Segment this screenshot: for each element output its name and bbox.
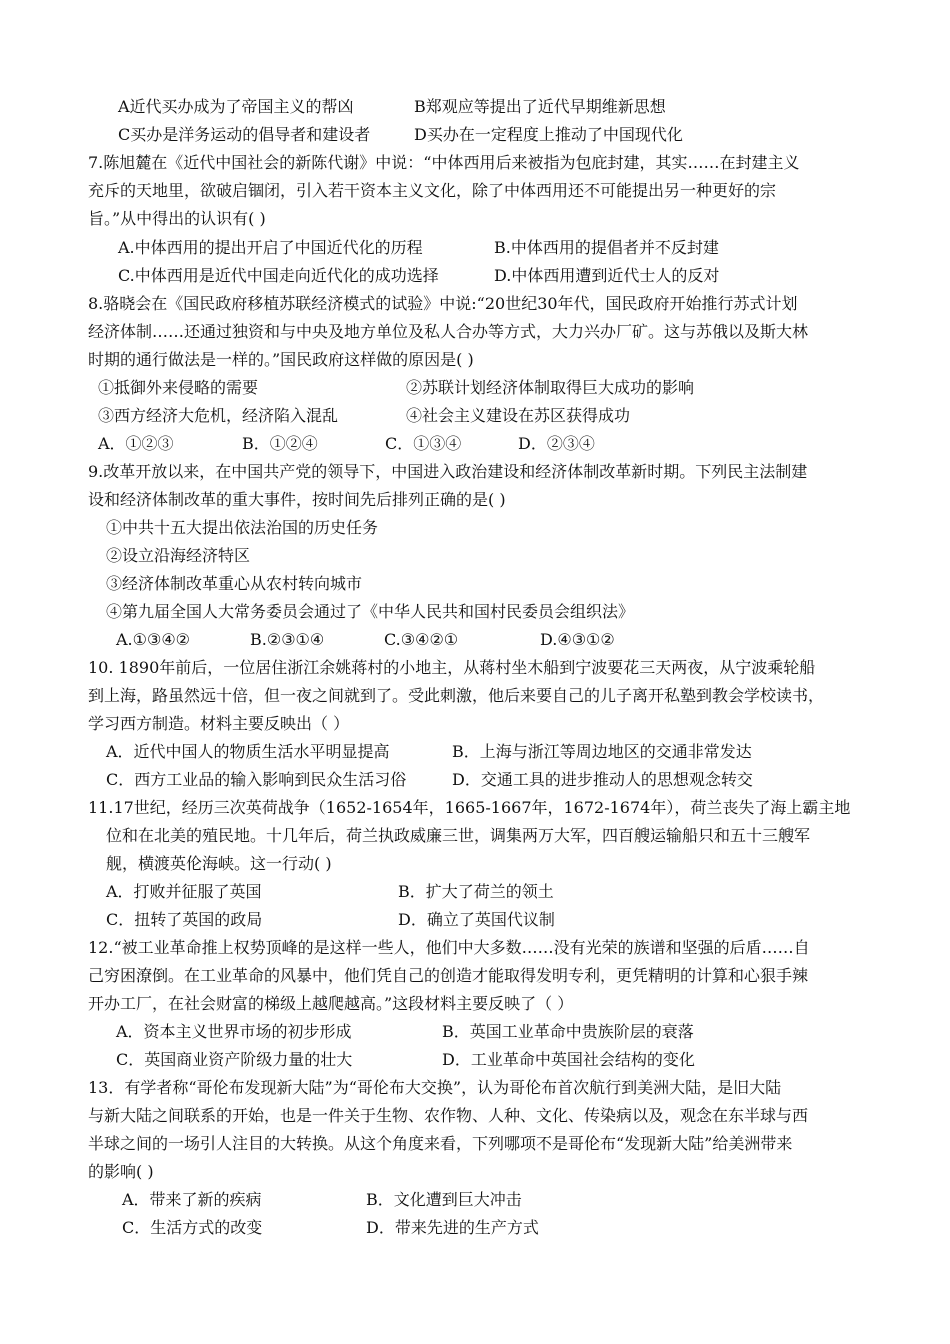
- q13-stem-line: 13．有学者称“哥伦布发现新大陆”为“哥伦布大交换”，认为哥伦布首次航行到美洲大陆，是旧大陆: [88, 1078, 782, 1097]
- q7-stem-line: 7.陈旭麓在《近代中国社会的新陈代谢》中说：“中体西用后来被指为包庇封建，其实……在封建主义: [88, 153, 800, 172]
- q13-option-a: A．带来了新的疾病: [122, 1190, 262, 1209]
- q10-option-c: C．西方工业品的输入影响到民众生活习俗: [106, 770, 407, 789]
- q12-stem-line: 开办工厂，在社会财富的梯级上越爬越高。”这段材料主要反映了（ ）: [88, 994, 574, 1013]
- q13-stem-line: 的影响( ): [88, 1162, 154, 1181]
- q8-item-2: ②苏联计划经济体制取得巨大成功的影响: [406, 378, 695, 397]
- q9-option-d: D.④③①②: [540, 630, 615, 649]
- q13-option-c: C．生活方式的改变: [122, 1218, 263, 1237]
- q8-option-d: D．②③④: [518, 434, 595, 453]
- q6-option-b: B郑观应等提出了近代早期维新思想: [414, 97, 666, 116]
- q12-option-d: D．工业革命中英国社会结构的变化: [442, 1050, 695, 1069]
- q6-option-c: C买办是洋务运动的倡导者和建设者: [118, 125, 371, 144]
- q8-option-c: C．①③④: [385, 434, 462, 453]
- q7-option-a: A.中体西用的提出开启了中国近代化的历程: [118, 238, 423, 257]
- q8-stem-line: 8.骆晓会在《国民政府移植苏联经济模式的试验》中说:“20世纪30年代，国民政府开始推行苏式计划: [88, 294, 798, 313]
- q11-option-d: D．确立了英国代议制: [398, 910, 555, 929]
- q8-item-3: ③西方经济大危机，经济陷入混乱: [98, 406, 339, 425]
- q8-item-1: ①抵御外来侵略的需要: [98, 378, 259, 397]
- q10-option-b: B．上海与浙江等周边地区的交通非常发达: [452, 742, 752, 761]
- q9-item-4: ④第九届全国人大常务委员会通过了《中华人民共和国村民委员会组织法》: [106, 602, 635, 621]
- q11-option-a: A．打败并征服了英国: [106, 882, 262, 901]
- q10-option-a: A．近代中国人的物质生活水平明显提高: [106, 742, 390, 761]
- q11-stem-line: 11.17世纪，经历三次英荷战争（1652-1654年，1665-1667年，1672-1674年），荷兰丧失了海上霸主地: [88, 798, 851, 817]
- q13-stem-line: 与新大陆之间联系的开始，也是一件关于生物、农作物、人种、文化、传染病以及，观念在东半球与西: [88, 1106, 809, 1125]
- q11-option-b: B．扩大了荷兰的领土: [398, 882, 554, 901]
- q10-stem-line: 10. 1890年前后，一位居住浙江余姚蒋村的小地主，从蒋村坐木船到宁波要花三天两夜，从宁波乘轮船: [88, 658, 816, 677]
- q8-item-4: ④社会主义建设在苏区获得成功: [406, 406, 631, 425]
- q10-stem-line: 学习西方制造。材料主要反映出（ ）: [88, 714, 350, 733]
- q13-option-b: B．文化遭到巨大冲击: [366, 1190, 522, 1209]
- q12-stem-line: 12.“被工业革命推上权势顶峰的是这样一些人，他们中大多数……没有光荣的族谱和坚强的后盾……自: [88, 938, 810, 957]
- q13-stem-line: 半球之间的一场引人注目的大转换。从这个角度来看，下列哪项不是哥伦布“发现新大陆”给美洲带来: [88, 1134, 793, 1153]
- q12-option-b: B．英国工业革命中贵族阶层的衰落: [442, 1022, 694, 1041]
- q12-stem-line: 己穷困潦倒。在工业革命的风暴中，他们凭自己的创造才能取得发明专利，更凭精明的计算和心狠手辣: [88, 966, 809, 985]
- q6-option-a: A近代买办成为了帝国主义的帮凶: [118, 97, 354, 116]
- q12-option-c: C．英国商业资产阶级力量的壮大: [116, 1050, 353, 1069]
- q11-stem-line: 舰，横渡英伦海峡。这一行动( ): [106, 854, 332, 873]
- q9-stem-line: 设和经济体制改革的重大事件，按时间先后排列正确的是( ): [88, 490, 506, 509]
- q10-stem-line: 到上海，路虽然远十倍，但一夜之间就到了。受此刺激，他后来要自己的儿子离开私塾到教会学校读书，: [88, 686, 825, 705]
- q7-option-b: B.中体西用的提倡者并不反封建: [494, 238, 719, 257]
- q13-option-d: D．带来先进的生产方式: [366, 1218, 539, 1237]
- q7-stem-line: 旨。”从中得出的认识有( ): [88, 209, 266, 228]
- q7-stem-line: 充斥的天地里，欲破启锢闭，引入若干资本主义文化，除了中体西用还不可能提出另一种更好的宗: [88, 181, 777, 200]
- q6-option-d: D买办在一定程度上推动了中国现代化: [414, 125, 683, 144]
- q8-stem-line: 时期的通行做法是一样的。”国民政府这样做的原因是( ): [88, 350, 474, 369]
- q9-option-a: A.①③④②: [116, 630, 191, 649]
- q7-option-d: D.中体西用遭到近代士人的反对: [494, 266, 720, 285]
- q9-item-1: ①中共十五大提出依法治国的历史任务: [106, 518, 379, 537]
- q12-option-a: A．资本主义世界市场的初步形成: [116, 1022, 352, 1041]
- q8-stem-line: 经济体制……还通过独资和与中央及地方单位及私人合办等方式，大力兴办厂矿。这与苏俄以及斯大林: [88, 322, 809, 341]
- q11-option-c: C．扭转了英国的政局: [106, 910, 263, 929]
- q11-stem-line: 位和在北美的殖民地。十几年后，荷兰执政威廉三世，调集两万大军，四百艘运输船只和五十三艘军: [106, 826, 811, 845]
- q9-stem-line: 9.改革开放以来，在中国共产党的领导下，中国进入政治建设和经济体制改革新时期。下列民主法制建: [88, 462, 808, 481]
- q9-option-c: C.③④②①: [384, 630, 459, 649]
- q8-option-b: B．①②④: [242, 434, 318, 453]
- q8-option-a: A．①②③: [98, 434, 174, 453]
- q9-option-b: B.②③①④: [250, 630, 325, 649]
- q7-option-c: C.中体西用是近代中国走向近代化的成功选择: [118, 266, 439, 285]
- q9-item-2: ②设立沿海经济特区: [106, 546, 251, 565]
- q10-option-d: D．交通工具的进步推动人的思想观念转交: [452, 770, 753, 789]
- q9-item-3: ③经济体制改革重心从农村转向城市: [106, 574, 363, 593]
